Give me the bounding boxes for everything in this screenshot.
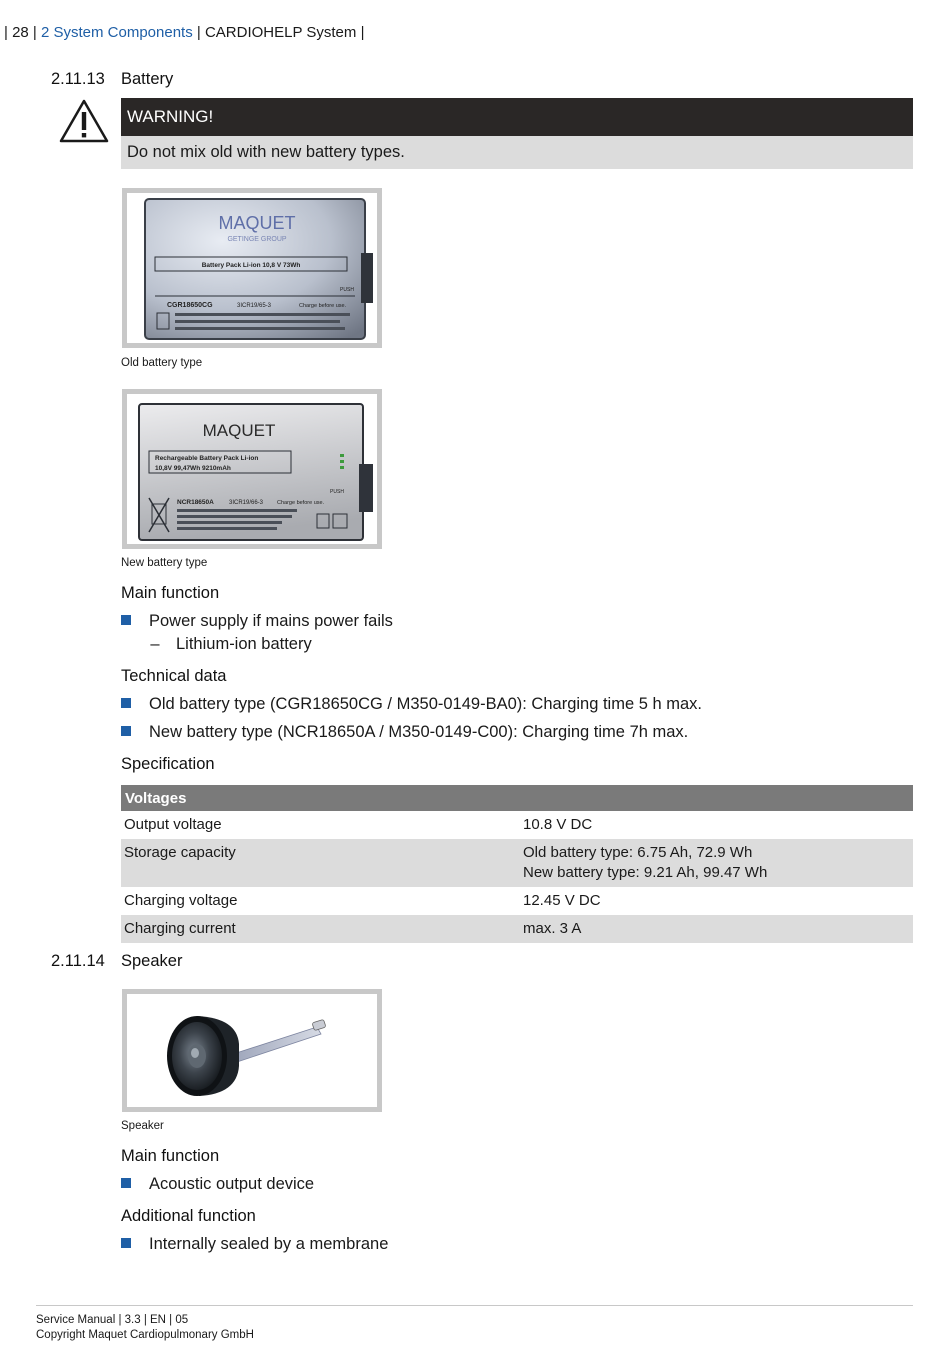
new-photo-charge: Charge before use. xyxy=(277,500,325,506)
battery-section-title: Battery xyxy=(121,70,174,88)
table-cell-line: Old battery type: 6.75 Ah, 72.9 Wh xyxy=(523,844,753,861)
battery-main-function-heading: Main function xyxy=(121,584,220,602)
footer-line-1: Service Manual | 3.3 | EN | 05 xyxy=(36,1314,189,1326)
new-photo-push: PUSH xyxy=(330,489,344,495)
speaker-section-number: 2.11.14 xyxy=(51,952,105,970)
table-cell-label: Output voltage xyxy=(124,816,222,833)
old-battery-photo xyxy=(122,188,382,348)
battery-section-number: 2.11.13 xyxy=(51,70,105,88)
list-item: Power supply if mains power fails xyxy=(121,612,393,631)
new-battery-photo xyxy=(122,389,382,549)
new-photo-code: 3ICR19/66-3 xyxy=(229,500,264,506)
new-photo-label-line2: 10,8V 99,47Wh 9210mAh xyxy=(155,465,231,472)
table-row xyxy=(121,887,913,915)
table-cell-value: 12.45 V DC xyxy=(523,892,601,909)
old-photo-brand: MAQUET xyxy=(218,213,296,233)
list-item: Internally sealed by a membrane xyxy=(121,1235,388,1254)
bullet-icon xyxy=(121,1178,131,1188)
technical-data-heading: Technical data xyxy=(121,667,227,685)
bullet-icon xyxy=(121,726,131,736)
table-cell-value: max. 3 A xyxy=(520,915,913,943)
table-cell-label: Charging voltage xyxy=(124,892,238,909)
specification-table xyxy=(121,785,913,943)
speaker-main-function-heading: Main function xyxy=(121,1147,220,1165)
old-photo-code: 3ICR19/65-3 xyxy=(237,303,272,309)
document-title: | CARDIOHELP System | xyxy=(196,24,365,41)
additional-function-heading: Additional function xyxy=(121,1207,256,1225)
warning-title: WARNING! xyxy=(121,98,913,136)
chapter-link[interactable]: 2 System Components xyxy=(40,24,193,41)
old-photo-model: CGR18650CG xyxy=(167,302,213,309)
page-number: | 28 | xyxy=(4,24,37,41)
old-photo-push: PUSH xyxy=(340,287,354,293)
table-row xyxy=(121,915,913,943)
running-header xyxy=(4,24,364,41)
new-photo-brand: MAQUET xyxy=(202,421,276,440)
new-photo-label-line1: Rechargeable Battery Pack Li-ion xyxy=(155,455,259,462)
footer xyxy=(36,1313,254,1343)
table-cell-value: 10.8 V DC xyxy=(523,816,593,833)
old-photo-charge: Charge before use. xyxy=(299,303,347,309)
warning-icon xyxy=(58,98,110,144)
old-battery-caption: Old battery type xyxy=(121,357,203,369)
old-photo-label: Battery Pack Li-ion 10,8 V 73Wh xyxy=(201,262,301,269)
table-cell-value xyxy=(520,839,913,887)
table-header-row xyxy=(121,785,913,811)
sub-list-item: – Lithium-ion battery xyxy=(148,635,312,654)
footer-divider xyxy=(36,1305,913,1306)
bullet-icon xyxy=(121,1238,131,1248)
table-cell-label: Charging current xyxy=(121,915,520,943)
list-item: Acoustic output device xyxy=(121,1175,314,1194)
table-header: Voltages xyxy=(121,785,913,811)
new-photo-model: NCR18650A xyxy=(177,499,214,506)
list-item: Old battery type (CGR18650CG / M350-0149-BA0): Charging time 5 h max. xyxy=(121,695,702,714)
list-item: New battery type (NCR18650A / M350-0149-C00): Charging time 7h max. xyxy=(121,723,688,742)
table-row xyxy=(121,839,913,887)
bullet-icon xyxy=(121,698,131,708)
table-cell-line: New battery type: 9.21 Ah, 99.47 Wh xyxy=(523,864,768,881)
dash-icon: – xyxy=(150,635,160,653)
footer-line-2: Copyright Maquet Cardiopulmonary GmbH xyxy=(36,1329,254,1341)
new-battery-caption: New battery type xyxy=(121,557,208,569)
table-row xyxy=(121,811,913,839)
speaker-caption: Speaker xyxy=(121,1120,164,1132)
specification-heading: Specification xyxy=(121,755,215,773)
warning-text: Do not mix old with new battery types. xyxy=(121,136,913,169)
speaker-section-title: Speaker xyxy=(121,952,183,970)
old-photo-group: GETINGE GROUP xyxy=(227,236,287,243)
speaker-photo xyxy=(122,989,382,1112)
table-cell-label: Storage capacity xyxy=(121,839,520,887)
bullet-icon xyxy=(121,615,131,625)
